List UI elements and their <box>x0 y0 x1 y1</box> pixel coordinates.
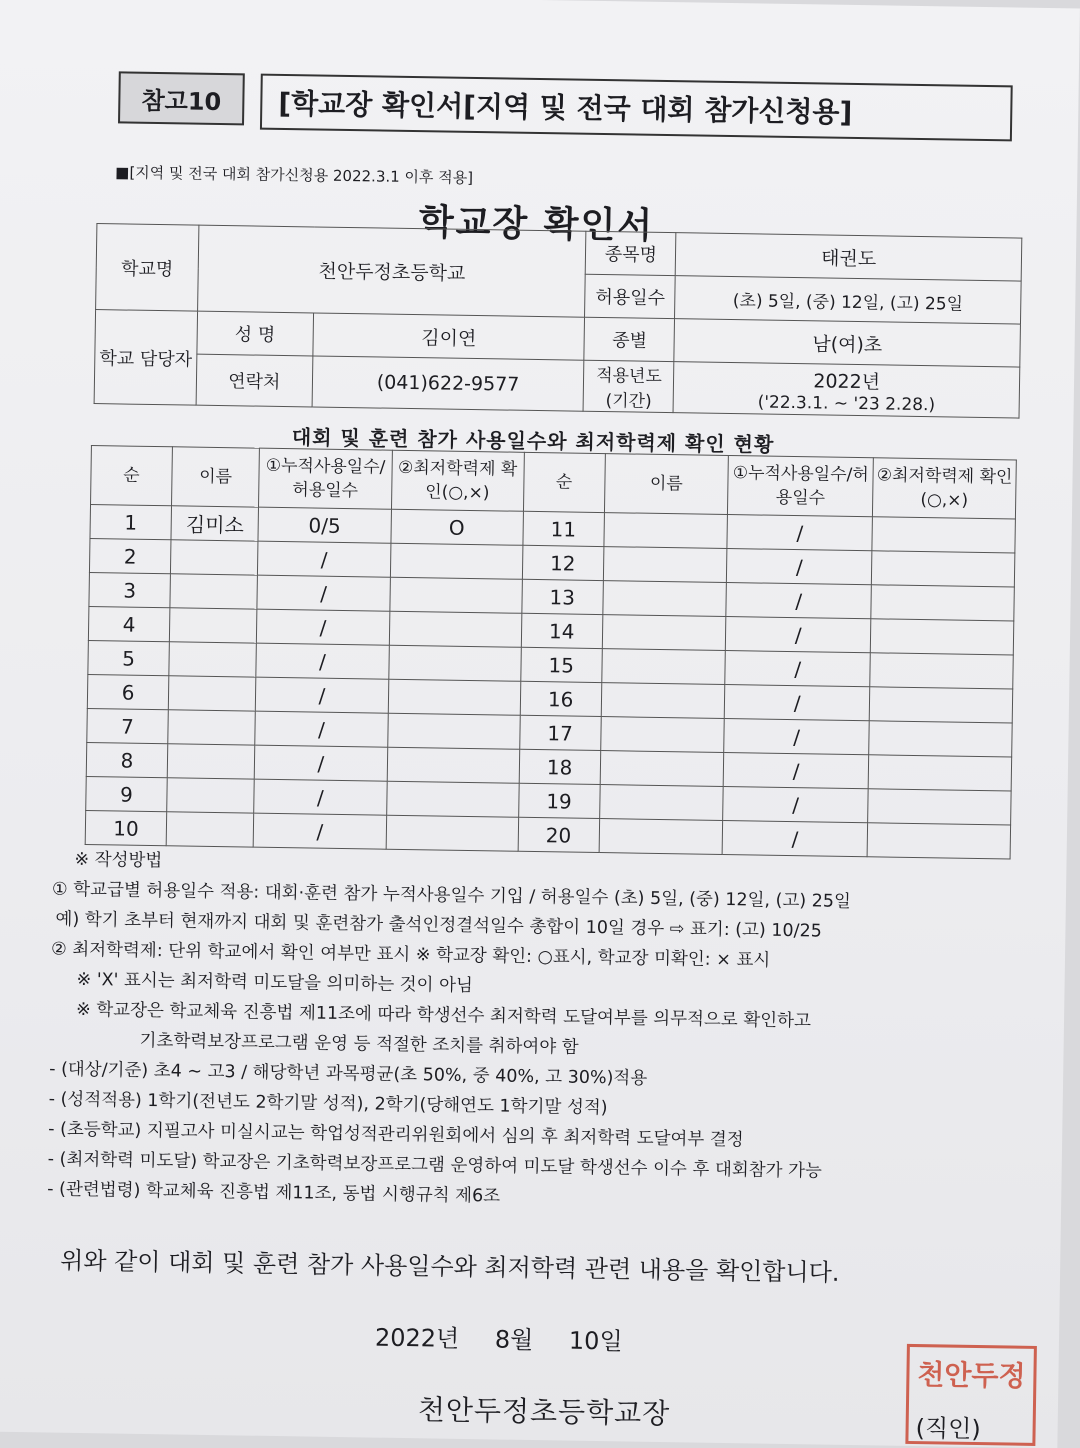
academic-check <box>386 781 519 817</box>
row-number: 5 <box>88 640 170 675</box>
instruction-line: ※ 'X' 표시는 최저학력 미도달을 의미하는 것이 아님 <box>76 969 474 997</box>
page-title: 학교장 확인서 <box>418 202 655 247</box>
days-used: 0/5 <box>258 507 391 543</box>
row-number: 13 <box>522 579 604 614</box>
student-name <box>600 751 724 787</box>
academic-check <box>390 543 523 579</box>
academic-check <box>871 585 1014 621</box>
student-name <box>599 785 723 821</box>
document-date: 2022년 8월 10일 <box>374 1323 623 1356</box>
days-used: / <box>724 684 869 720</box>
row-number: 16 <box>520 681 602 716</box>
document-header-title: [학교장 확인서[지역 및 전국 대회 참가신청용] <box>260 74 1013 142</box>
row-number: 7 <box>87 708 169 743</box>
student-name <box>604 513 728 549</box>
days-used: / <box>723 786 868 822</box>
student-name <box>167 778 255 813</box>
days-used: / <box>257 575 390 611</box>
days-used: / <box>256 643 389 679</box>
row-number: 3 <box>89 572 171 607</box>
days-used: / <box>727 549 872 585</box>
days-used: / <box>726 583 871 619</box>
student-name <box>601 649 725 685</box>
confirmation-statement: 위와 같이 대회 및 훈련 참가 사용일수와 최저학력 관련 내용을 확인합니다. <box>59 1246 840 1287</box>
manager-name-label: 성 명 <box>197 311 314 356</box>
student-name <box>600 717 724 753</box>
days-used: / <box>256 677 389 713</box>
gender-value: 남(여)초 <box>674 319 1020 367</box>
academic-check <box>389 611 522 647</box>
student-name <box>170 540 258 575</box>
days-used: / <box>255 711 388 747</box>
event-value: 태권도 <box>676 233 1022 281</box>
row-number: 19 <box>518 783 600 818</box>
academic-check <box>388 645 521 681</box>
student-name <box>170 574 258 609</box>
applicability-note: ■[지역 및 전국 대회 참가신청용 2022.3.1 이후 적용] <box>115 163 474 187</box>
manager-name-value: 김이연 <box>313 313 585 360</box>
academic-check <box>868 789 1011 825</box>
academic-check <box>386 815 519 851</box>
year-value: 2022년 <box>813 369 881 393</box>
academic-check <box>388 679 521 715</box>
academic-check <box>870 653 1013 689</box>
instructions <box>47 844 1033 1219</box>
academic-check <box>387 747 520 783</box>
days-used: / <box>723 752 868 788</box>
student-name <box>602 581 726 617</box>
days-used: / <box>254 779 387 815</box>
student-name <box>599 819 723 855</box>
student-name <box>168 710 256 745</box>
days-used: / <box>726 616 871 652</box>
academic-check <box>389 577 522 613</box>
period-value: ('22.3.1. ~ '23 2.28.) <box>757 391 936 415</box>
row-number: 9 <box>86 776 168 811</box>
row-number: 4 <box>88 606 170 641</box>
days-used: / <box>727 515 872 551</box>
student-name <box>169 608 257 643</box>
student-name <box>167 744 255 779</box>
signer-name: 천안두정초등학교장 <box>417 1393 671 1431</box>
student-name <box>601 683 725 719</box>
instruction-line: - (초등학교) 지필고사 미실시교는 학업성적관리위원회에서 심의 후 최저학력 도달여부 결정 <box>48 1119 744 1151</box>
contact-value: (041)622-9577 <box>312 356 585 411</box>
instruction-line: - (관련법령) 학교체육 진흥법 제11조, 동법 시행규칙 제6조 <box>47 1179 501 1207</box>
col-check-right: ②최저학력제 확인(○,×) <box>873 458 1017 519</box>
row-number: 8 <box>86 742 168 777</box>
academic-check <box>387 713 520 749</box>
academic-check <box>868 755 1011 791</box>
row-number: 14 <box>521 613 603 648</box>
row-number: 10 <box>85 810 167 845</box>
row-number: 17 <box>519 715 601 750</box>
instruction-line: ※ 작성방법 <box>74 849 163 872</box>
student-name: 김미소 <box>171 506 259 541</box>
days-used: / <box>725 650 870 686</box>
year-label: 적용년도 (기간) <box>584 360 675 412</box>
instruction-line: - (성적적용) 1학기(전년도 2학기말 성적), 2학기(당해연도 1학기말 성적) <box>48 1089 608 1119</box>
academic-check: O <box>390 509 523 545</box>
academic-check <box>869 721 1012 757</box>
col-days-right: ①누적사용일수/허용일수 <box>728 456 874 517</box>
academic-check <box>872 551 1015 587</box>
allowed-days-label: 허용일수 <box>585 274 676 318</box>
info-table <box>94 223 1023 419</box>
col-check-left: ②최저학력제 확인(○,×) <box>391 450 524 511</box>
instruction-line: - (최저학력 미도달) 학교장은 기초학력보장프로그램 운영하여 미도달 학생선수 이수 후 대회참가 가능 <box>47 1149 823 1182</box>
instruction-line: ※ 학교장은 학교체육 진흥법 제11조에 따라 학생선수 최저학력 도달여부를 의무적으로 확인하고 <box>75 999 812 1032</box>
gender-label: 종별 <box>584 317 675 361</box>
reference-label: 참고10 <box>118 71 245 125</box>
student-name <box>603 547 727 583</box>
students-table <box>85 445 1017 859</box>
instruction-line: 예) 학기 초부터 현재까지 대회 및 훈련참가 출석인정결석일수 총합이 10일 경우 ⇨ 표기: (고) 10/25 <box>55 909 822 942</box>
allowed-days-value: (초) 5일, (중) 12일, (고) 25일 <box>675 276 1021 324</box>
school-name-value: 천안두정초등학교 <box>197 225 586 317</box>
seal-label: (직인) <box>915 1414 981 1444</box>
row-number: 1 <box>90 505 172 540</box>
days-used: / <box>255 745 388 781</box>
col-days-left: ①누적사용일수/허용일수 <box>259 448 392 509</box>
instruction-line: 기초학력보장프로그램 운영 등 적절한 조치를 취하여야 함 <box>139 1030 579 1058</box>
row-number: 12 <box>522 545 604 580</box>
days-used: / <box>257 609 390 645</box>
student-name <box>602 615 726 651</box>
student-name <box>168 676 256 711</box>
col-no-right: 순 <box>523 452 605 512</box>
academic-check <box>867 823 1010 859</box>
section-title: 대회 및 훈련 참가 사용일수와 최저학력제 확인 현황 <box>291 425 775 457</box>
row-number: 2 <box>89 538 171 573</box>
col-no-left: 순 <box>91 446 173 506</box>
row-number: 20 <box>518 817 600 852</box>
row-number: 6 <box>87 674 169 709</box>
manager-label: 학교 담당자 <box>94 310 197 406</box>
academic-check <box>870 619 1013 655</box>
academic-check <box>869 687 1012 723</box>
instruction-line: ② 최저학력제: 단위 학교에서 확인 여부만 표시 ※ 학교장 확인: ○표시, 학교장 미확인: × 표시 <box>50 939 771 971</box>
col-name-right: 이름 <box>604 454 729 515</box>
year-cell <box>673 362 1019 418</box>
school-name-label: 학교명 <box>96 224 199 312</box>
student-name <box>169 642 257 677</box>
row-number: 11 <box>523 511 605 546</box>
contact-label: 연락처 <box>196 354 313 407</box>
col-name-left: 이름 <box>171 447 259 507</box>
instruction-line: ① 학교급별 허용일수 적용: 대회·훈련 참가 누적사용일수 기입 / 허용일수 (초) 5일, (중) 12일, (고) 25일 <box>51 879 852 912</box>
days-used: / <box>258 541 391 577</box>
row-number: 15 <box>520 647 602 682</box>
event-label: 종목명 <box>586 231 677 275</box>
row-number: 18 <box>519 749 601 784</box>
days-used: / <box>724 718 869 754</box>
instruction-line: - (대상/기준) 초4 ~ 고3 / 해당학년 과목평균(초 50%, 중 40%, 고 30%)적용 <box>48 1059 648 1089</box>
days-used: / <box>722 820 867 856</box>
seal-stamp-text: 천안두정 <box>917 1358 1026 1393</box>
days-used: / <box>254 813 387 849</box>
academic-check <box>872 517 1015 553</box>
student-name <box>166 812 254 847</box>
